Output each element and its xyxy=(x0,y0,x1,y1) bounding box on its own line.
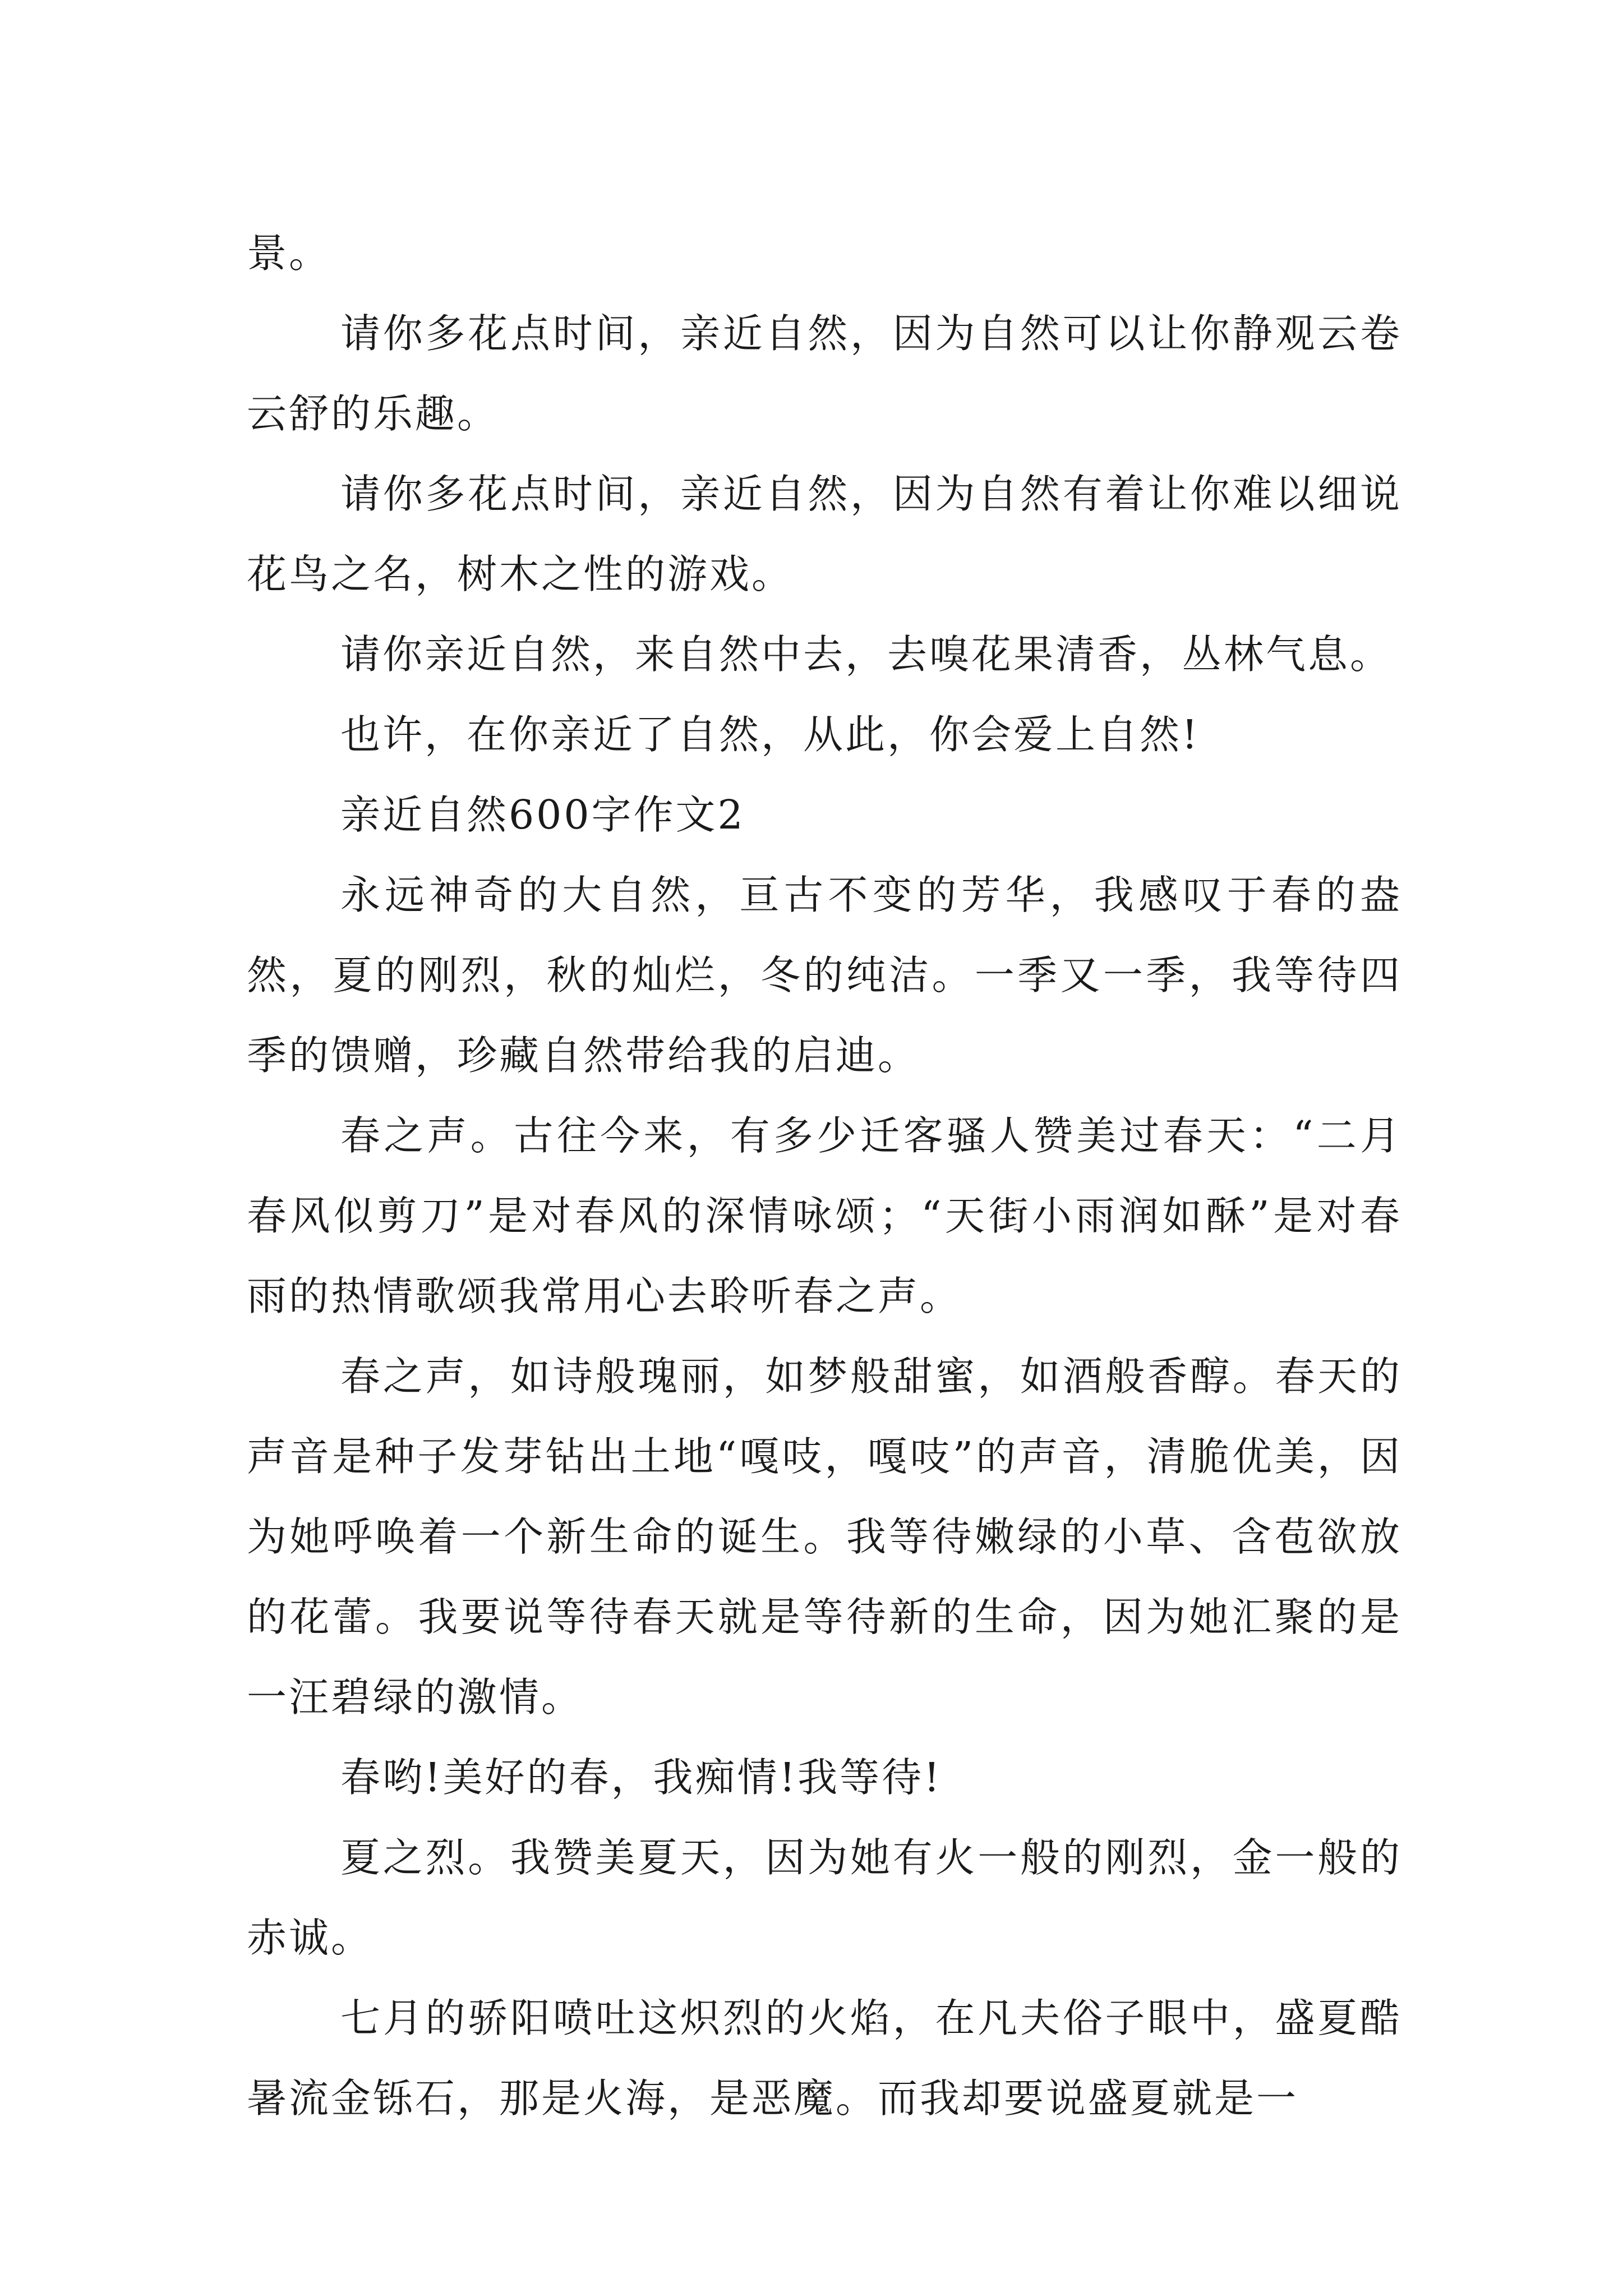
paragraph: 春哟!美好的春，我痴情!我等待! xyxy=(340,1754,942,1801)
paragraph: 夏之烈。我赞美夏天，因为她有火一般的刚烈，金一般的赤诚。 xyxy=(247,1834,1402,1961)
essay-body xyxy=(247,213,1402,2138)
paragraph: 春之声，如诗般瑰丽，如梦般甜蜜，如酒般香醇。春天的声音是种子发芽钻出土地“嘎吱，嘎吱”的声音，清脆优美，因为她呼唤着一个新生命的诞生。我等待嫩绿的小草、含苞欲放的花蕾。我要说等待春天就是等待新的生命，因为她汇聚的是一汪碧绿的激情。 xyxy=(247,1353,1402,1720)
paragraph-continuation: 景。 xyxy=(247,230,331,277)
paragraph: 永远神奇的大自然，亘古不变的芳华，我感叹于春的盎然，夏的刚烈，秋的灿烂，冬的纯洁。一季又一季，我等待四季的馈赠，珍藏自然带给我的启迪。 xyxy=(247,872,1402,1079)
paragraph: 请你亲近自然，来自然中去，去嗅花果清香，丛林气息。 xyxy=(340,631,1393,678)
paragraph: 春之声。古往今来，有多少迁客骚人赞美过春天：“二月春风似剪刀”是对春风的深情咏颂；“天街小雨润如酥”是对春雨的热情歌颂我常用心去聆听春之声。 xyxy=(247,1112,1402,1319)
paragraph: 也许，在你亲近了自然，从此，你会爱上自然! xyxy=(340,711,1200,758)
paragraph: 七月的骄阳喷吐这炽烈的火焰，在凡夫俗子眼中，盛夏酷暑流金铄石，那是火海，是恶魔。而我却要说盛夏就是一 xyxy=(247,1995,1402,2122)
essay-title: 亲近自然600字作文2 xyxy=(340,792,745,838)
paragraph: 请你多花点时间，亲近自然，因为自然有着让你难以细说花鸟之名，树木之性的游戏。 xyxy=(247,471,1402,597)
paragraph: 请你多花点时间，亲近自然，因为自然可以让你静观云卷云舒的乐趣。 xyxy=(247,310,1402,437)
